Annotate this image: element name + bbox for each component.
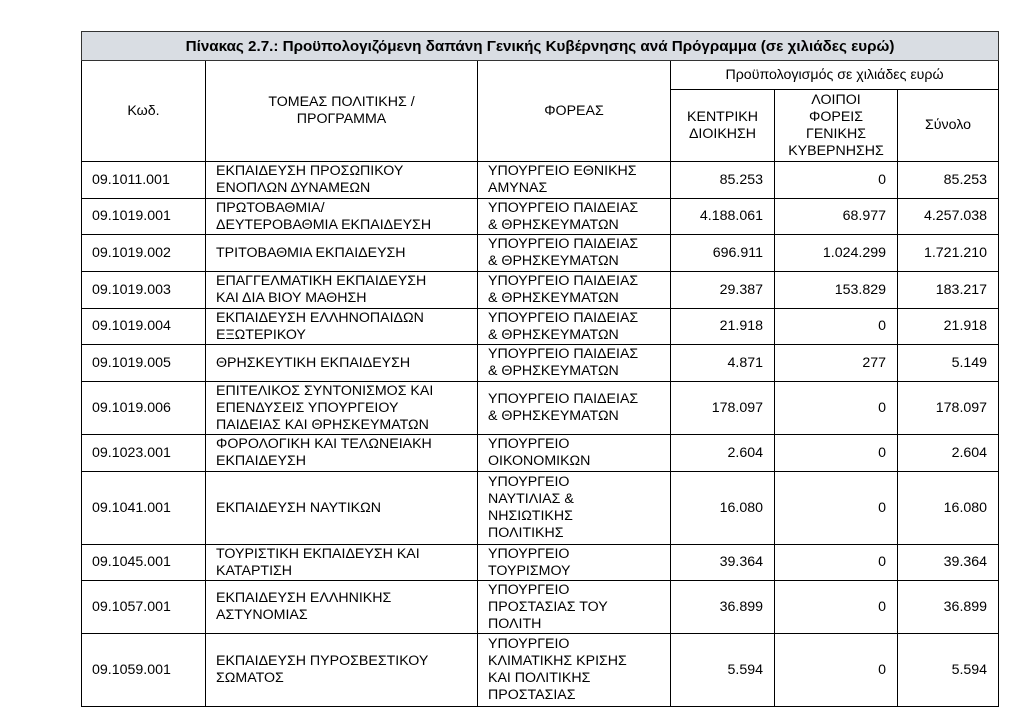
cell-code: 09.1019.003 (82, 272, 206, 309)
cell-central: 4.871 (671, 345, 775, 382)
cell-agency-line: ΠΡΟΣΤΑΣΙΑΣ (488, 687, 576, 703)
cell-code: 09.1019.005 (82, 345, 206, 382)
table-row (82, 472, 999, 545)
cell-other: 277 (775, 345, 898, 382)
cell-agency-line: ΠΟΛΙΤΗ (488, 615, 542, 632)
cell-program-line: ΤΟΥΡΙΣΤΙΚΗ ΕΚΠΑΙΔΕΥΣΗ ΚΑΙ (216, 545, 420, 562)
table-row (82, 199, 999, 235)
cell-agency-line: & ΘΡΗΣΚΕΥΜΑΤΩΝ (488, 253, 619, 269)
cell-central: 178.097 (671, 382, 775, 435)
table-row (82, 634, 999, 707)
cell-program-line: ΕΚΠΑΙΔΕΥΣΗ (216, 453, 306, 469)
cell-agency-line: ΟΙΚΟΝΟΜΙΚΩΝ (488, 453, 591, 469)
table-body (82, 162, 999, 707)
table-row (82, 545, 999, 581)
cell-central: 21.918 (671, 309, 775, 345)
cell-total: 183.217 (898, 272, 999, 309)
header-total: Σύνολο (898, 90, 999, 162)
cell-program-line: ΑΣΤΥΝΟΜΙΑΣ (216, 607, 308, 623)
cell-agency-line: & ΘΡΗΣΚΕΥΜΑΤΩΝ (488, 363, 619, 379)
cell-code: 09.1019.001 (82, 199, 206, 235)
cell-agency-line: ΥΠΟΥΡΓΕΙΟ ΠΑΙΔΕΙΑΣ (488, 346, 639, 362)
cell-central: 16.080 (671, 472, 775, 545)
header-central (671, 90, 775, 162)
cell-agency-line: ΥΠΟΥΡΓΕΙΟ (488, 581, 570, 598)
table-row (82, 272, 999, 309)
table-row (82, 581, 999, 634)
cell-program-line: ΚΑΙ ΔΙΑ ΒΙΟΥ ΜΑΘΗΣΗ (216, 290, 367, 306)
cell-program-line: ΕΚΠΑΙΔΕΥΣΗ ΕΛΛΗΝΟΠΑΙΔΩΝ (216, 309, 424, 326)
header-code: Κωδ. (82, 61, 206, 162)
cell-program-line: ΕΠΙΤΕΛΙΚΟΣ ΣΥΝΤΟΝΙΣΜΟΣ ΚΑΙ (216, 382, 434, 399)
cell-central: 2.604 (671, 435, 775, 472)
cell-agency-line: & ΘΡΗΣΚΕΥΜΑΤΩΝ (488, 216, 619, 233)
cell-agency-line: ΥΠΟΥΡΓΕΙΟ (488, 474, 570, 490)
cell-central: 39.364 (671, 545, 775, 581)
cell-agency-line: ΤΟΥΡΙΣΜΟΥ (488, 562, 571, 579)
cell-agency-line: ΠΡΟΣΤΑΣΙΑΣ ΤΟΥ (488, 598, 608, 615)
cell-other: 0 (775, 309, 898, 345)
cell-total: 85.253 (898, 162, 999, 199)
header-central-line: ΔΙΟΙΚΗΣΗ (688, 125, 757, 142)
cell-program-line: ΕΚΠΑΙΔΕΥΣΗ ΠΥΡΟΣΒΕΣΤΙΚΟΥ (216, 653, 429, 669)
cell-agency-line: ΥΠΟΥΡΓΕΙΟ ΠΑΙΔΕΙΑΣ (488, 391, 639, 407)
cell-agency (478, 545, 671, 581)
cell-agency-line: ΝΑΥΤΙΛΙΑΣ & (488, 491, 574, 507)
cell-total: 4.257.038 (898, 199, 999, 235)
cell-total: 21.918 (898, 309, 999, 345)
header-agency: ΦΟΡΕΑΣ (478, 61, 671, 162)
cell-program-line: ΕΝΟΠΛΩΝ ΔΥΝΑΜΕΩΝ (216, 180, 371, 196)
cell-agency-line: ΥΠΟΥΡΓΕΙΟ (488, 545, 570, 562)
header-other (775, 90, 898, 162)
table-row (82, 235, 999, 272)
cell-program-line: ΚΑΤΑΡΤΙΣΗ (216, 562, 293, 579)
table-title: Πίνακας 2.7.: Προϋπολογιζόμενη δαπάνη Γενικής Κυβέρνησης ανά Πρόγραμμα (σε χιλιάδες ευρώ) (82, 32, 999, 61)
cell-agency-line: ΝΗΣΙΩΤΙΚΗΣ (488, 508, 573, 524)
cell-program (206, 199, 478, 235)
cell-other: 0 (775, 581, 898, 634)
cell-central: 85.253 (671, 162, 775, 199)
cell-total: 36.899 (898, 581, 999, 634)
cell-central: 4.188.061 (671, 199, 775, 235)
cell-code: 09.1059.001 (82, 634, 206, 707)
cell-other: 1.024.299 (775, 235, 898, 272)
cell-code: 09.1019.004 (82, 309, 206, 345)
cell-agency (478, 199, 671, 235)
cell-other: 0 (775, 472, 898, 545)
cell-central: 5.594 (671, 634, 775, 707)
cell-program-line: ΕΚΠΑΙΔΕΥΣΗ ΕΛΛΗΝΙΚΗΣ (216, 590, 392, 606)
header-other-line: ΓΕΝΙΚΗΣ (806, 125, 866, 142)
cell-program (206, 235, 478, 272)
cell-agency (478, 382, 671, 435)
cell-code: 09.1011.001 (82, 162, 206, 199)
cell-program (206, 162, 478, 199)
cell-program (206, 472, 478, 545)
cell-program (206, 435, 478, 472)
cell-agency-line: ΥΠΟΥΡΓΕΙΟ ΕΘΝΙΚΗΣ (488, 163, 637, 179)
cell-code: 09.1057.001 (82, 581, 206, 634)
header-program-line: ΠΡΟΓΡΑΜΜΑ (296, 111, 387, 127)
cell-central: 696.911 (671, 235, 775, 272)
cell-program-line: ΕΠΕΝΔΥΣΕΙΣ ΥΠΟΥΡΓΕΙΟΥ (216, 399, 399, 416)
cell-agency-line: ΥΠΟΥΡΓΕΙΟ ΠΑΙΔΕΙΑΣ (488, 236, 639, 252)
cell-program (206, 634, 478, 707)
header-program-line: ΤΟΜΕΑΣ ΠΟΛΙΤΙΚΗΣ / (268, 94, 415, 110)
cell-agency (478, 345, 671, 382)
cell-other: 0 (775, 634, 898, 707)
header-central-line: ΚΕΝΤΡΙΚΗ (687, 108, 758, 125)
cell-program-line: ΠΑΙΔΕΙΑΣ ΚΑΙ ΘΡΗΣΚΕΥΜΑΤΩΝ (216, 416, 429, 433)
cell-code: 09.1041.001 (82, 472, 206, 545)
header-other-line: ΦΟΡΕΙΣ (809, 108, 863, 125)
cell-agency-line: ΚΑΙ ΠΟΛΙΤΙΚΗΣ (488, 670, 591, 686)
cell-agency-line: ΑΜΥΝΑΣ (488, 180, 548, 196)
cell-agency (478, 272, 671, 309)
cell-program-line: ΤΡΙΤΟΒΑΘΜΙΑ ΕΚΠΑΙΔΕΥΣΗ (216, 244, 406, 261)
cell-other: 0 (775, 435, 898, 472)
cell-program-line: ΕΠΑΓΓΕΛΜΑΤΙΚΗ ΕΚΠΑΙΔΕΥΣΗ (216, 273, 427, 289)
cell-agency-line: ΠΟΛΙΤΙΚΗΣ (488, 525, 564, 541)
header-program (206, 61, 478, 162)
cell-agency-line: ΥΠΟΥΡΓΕΙΟ (488, 436, 570, 452)
cell-central: 36.899 (671, 581, 775, 634)
cell-other: 0 (775, 545, 898, 581)
cell-agency (478, 235, 671, 272)
cell-program (206, 545, 478, 581)
cell-program-line: ΔΕΥΤΕΡΟΒΑΘΜΙΑ ΕΚΠΑΙΔΕΥΣΗ (216, 216, 432, 233)
table-row (82, 382, 999, 435)
table-row (82, 435, 999, 472)
cell-other: 0 (775, 162, 898, 199)
cell-code: 09.1019.006 (82, 382, 206, 435)
cell-program (206, 382, 478, 435)
cell-total: 5.149 (898, 345, 999, 382)
cell-agency (478, 162, 671, 199)
cell-program-line: ΕΞΩΤΕΡΙΚΟΥ (216, 326, 306, 343)
cell-agency-line: ΚΛΙΜΑΤΙΚΗΣ ΚΡΙΣΗΣ (488, 653, 627, 669)
cell-total: 5.594 (898, 634, 999, 707)
cell-program-line: ΦΟΡΟΛΟΓΙΚΗ ΚΑΙ ΤΕΛΩΝΕΙΑΚΗ (216, 436, 432, 452)
cell-other: 68.977 (775, 199, 898, 235)
cell-total: 39.364 (898, 545, 999, 581)
cell-total: 2.604 (898, 435, 999, 472)
cell-code: 09.1045.001 (82, 545, 206, 581)
cell-agency (478, 309, 671, 345)
table-row (82, 345, 999, 382)
header-budget-group: Προϋπολογισμός σε χιλιάδες ευρώ (671, 61, 999, 90)
table-row (82, 162, 999, 199)
cell-agency-line: & ΘΡΗΣΚΕΥΜΑΤΩΝ (488, 408, 619, 424)
cell-total: 1.721.210 (898, 235, 999, 272)
cell-agency (478, 581, 671, 634)
budget-table (81, 31, 999, 707)
header-other-line: ΛΟΙΠΟΙ (811, 91, 861, 108)
cell-program-line: ΣΩΜΑΤΟΣ (216, 670, 284, 686)
cell-agency (478, 435, 671, 472)
cell-other: 153.829 (775, 272, 898, 309)
cell-program (206, 581, 478, 634)
cell-program-line: ΘΡΗΣΚΕΥΤΙΚΗ ΕΚΠΑΙΔΕΥΣΗ (216, 354, 411, 371)
cell-agency (478, 634, 671, 707)
table-row (82, 309, 999, 345)
cell-agency-line: & ΘΡΗΣΚΕΥΜΑΤΩΝ (488, 326, 619, 343)
cell-total: 16.080 (898, 472, 999, 545)
cell-program-line: ΕΚΠΑΙΔΕΥΣΗ ΠΡΟΣΩΠΙΚΟΥ (216, 163, 404, 179)
cell-agency-line: & ΘΡΗΣΚΕΥΜΑΤΩΝ (488, 290, 619, 306)
cell-code: 09.1019.002 (82, 235, 206, 272)
cell-other: 0 (775, 382, 898, 435)
cell-central: 29.387 (671, 272, 775, 309)
cell-program (206, 309, 478, 345)
cell-agency-line: ΥΠΟΥΡΓΕΙΟ ΠΑΙΔΕΙΑΣ (488, 273, 639, 289)
cell-code: 09.1023.001 (82, 435, 206, 472)
cell-agency (478, 472, 671, 545)
cell-program-line: ΕΚΠΑΙΔΕΥΣΗ ΝΑΥΤΙΚΩΝ (216, 499, 381, 516)
cell-agency-line: ΥΠΟΥΡΓΕΙΟ ΠΑΙΔΕΙΑΣ (488, 199, 639, 216)
cell-agency-line: ΥΠΟΥΡΓΕΙΟ ΠΑΙΔΕΙΑΣ (488, 309, 639, 326)
cell-program-line: ΠΡΩΤΟΒΑΘΜΙΑ/ (216, 199, 325, 216)
cell-total: 178.097 (898, 382, 999, 435)
header-other-line: ΚΥΒΕΡΝΗΣΗΣ (788, 142, 884, 159)
cell-program (206, 345, 478, 382)
cell-program (206, 272, 478, 309)
cell-agency-line: ΥΠΟΥΡΓΕΙΟ (488, 636, 570, 652)
